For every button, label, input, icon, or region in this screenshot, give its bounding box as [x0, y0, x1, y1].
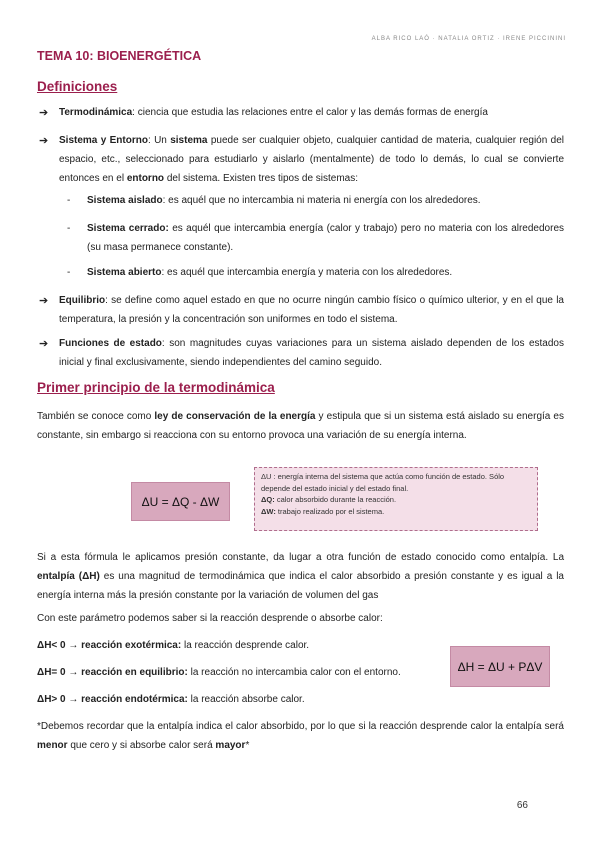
text: : Un	[147, 135, 171, 146]
term: sistema	[170, 135, 208, 146]
arrow-bullet-icon: ➔	[39, 338, 49, 350]
case-endothermic	[37, 690, 437, 709]
chapter-title: TEMA 10: BIOENERGÉTICA	[37, 49, 202, 63]
section-heading-first-law: Primer principio de la termodinámica	[37, 380, 275, 395]
subtype-open	[87, 263, 564, 282]
definition-thermodynamics	[59, 103, 564, 122]
text: Si a esta fórmula le aplicamos presión constante, da lugar a otra función de estado conocido como entalpía. La	[37, 552, 564, 563]
term: Termodinámica	[59, 107, 133, 118]
formula-internal-energy: ΔU = ΔQ - ΔW	[131, 482, 230, 521]
term: ΔH= 0 → reacción en equilibrio:	[37, 667, 188, 678]
term: Sistema y Entorno	[59, 135, 148, 146]
text: También se conoce como	[37, 411, 155, 422]
definition-system-environment	[59, 131, 564, 188]
term: Funciones de estado	[59, 338, 162, 349]
text: : son magnitudes cuyas variaciones para un sistema aislado dependen de los estados inicial y final exclusivamente, siendo independientes del camino seguido.	[59, 338, 564, 368]
term: Sistema abierto	[87, 267, 162, 278]
text: : es aquél que no intercambia ni materia ni energía con los alrededores.	[162, 195, 481, 206]
subtype-closed	[87, 219, 564, 257]
term: Sistema aislado	[87, 195, 163, 206]
dash-bullet: -	[67, 195, 71, 206]
text: calor absorbido durante la reacción.	[274, 495, 397, 504]
formula-enthalpy: ΔH = ΔU + PΔV	[450, 646, 550, 687]
legend-delta-q	[261, 494, 531, 506]
legend-delta-w	[261, 506, 531, 518]
section-heading-definitions: Definiciones	[37, 79, 118, 94]
term: Sistema cerrado:	[87, 223, 169, 234]
term: mayor	[215, 740, 246, 751]
arrow-bullet-icon: ➔	[39, 135, 49, 147]
text: y estipula que si un sistema está aislado su energía es constante, sin embargo si reacciona con su entorno provoca una variación de su energía interna.	[37, 411, 564, 441]
author-names: ALBA RICO LAÓ · NATALIA ORTIZ · IRENE PICCININI	[371, 36, 566, 42]
enthalpy-question: Con este parámetro podemos saber si la reacción desprende o absorbe calor:	[37, 613, 383, 624]
first-law-intro	[37, 407, 564, 445]
term: ΔQ:	[261, 495, 275, 504]
text: la reacción absorbe calor.	[187, 694, 305, 705]
text: *Debemos recordar que la entalpía indica el calor absorbido, por lo que si la reacción desprende calor la entalpía será	[37, 721, 564, 732]
page-number: 66	[516, 800, 528, 811]
term: ΔH< 0 → reacción exotérmica:	[37, 640, 182, 651]
dash-bullet: -	[67, 223, 71, 234]
arrow-bullet-icon: ➔	[39, 295, 49, 307]
legend-delta-u: ΔU : energía interna del sistema que actúa como función de estado. Sólo depende del estado inicial y del estado final.	[261, 472, 505, 493]
term: entalpía (ΔH)	[37, 571, 100, 582]
text: : se define como aquel estado en que no ocurre ningún cambio físico o químico ulterior, y en el que la temperatura, la presión y la concentración son uniformes en todo el sistema.	[59, 295, 564, 325]
text: que cero y si absorbe calor será	[67, 740, 216, 751]
text: : ciencia que estudia las relaciones entre el calor y las demás formas de energía	[132, 107, 488, 118]
enthalpy-note	[37, 717, 564, 755]
term: menor	[37, 740, 68, 751]
dash-bullet: -	[67, 267, 71, 278]
term: ley de conservación de la energía	[154, 411, 316, 422]
definition-equilibrium	[59, 291, 564, 329]
arrow-bullet-icon: ➔	[39, 107, 49, 119]
text: *	[245, 740, 250, 751]
term: ΔW:	[261, 506, 276, 516]
text: puede ser cualquier objeto, cualquier cantidad de materia, cualquier región del espacio, etc., seleccionado para estudiarlo y aislarlo (mentalmente) de todo lo demás, lo cual se convierte entonces en el	[59, 135, 564, 184]
formula-legend	[254, 467, 538, 531]
subtype-isolated	[87, 191, 564, 210]
case-equilibrium	[37, 663, 437, 682]
text: trabajo realizado por el sistema.	[275, 506, 385, 516]
text: del sistema. Existen tres tipos de sistemas:	[164, 173, 359, 184]
text: la reacción desprende calor.	[181, 640, 310, 651]
case-exothermic	[37, 636, 437, 655]
text: es aquél que intercambia energía (calor y trabajo) pero no materia con los alrededores (su masa permanece constante).	[87, 223, 565, 253]
text: la reacción no intercambia calor con el entorno.	[187, 667, 401, 678]
definition-state-functions	[59, 334, 564, 372]
text: es una magnitud de termodinámica que indica el calor absorbido a presión constante y es igual a la energía interna más la presión constante por la variación de volumen del gas	[37, 571, 564, 601]
term: Equilibrio	[59, 295, 106, 306]
text: : es aquél que intercambia energía y materia con los alrededores.	[161, 267, 453, 278]
term: entorno	[126, 173, 165, 184]
term: ΔH> 0 → reacción endotérmica:	[37, 694, 188, 705]
enthalpy-paragraph	[37, 548, 564, 605]
